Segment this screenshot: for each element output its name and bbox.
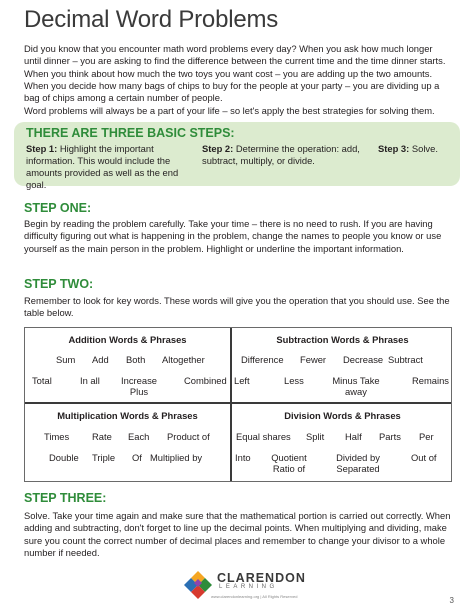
- table-word: Add: [92, 354, 109, 365]
- step-3-label: Step 3:: [378, 143, 410, 154]
- table-word: Multiplied by: [150, 452, 203, 463]
- table-word: Increase Plus: [121, 375, 157, 397]
- intro-paragraph: Did you know that you encounter math word problems every day? When you ask how much longer until dinner – you are asking to find the difference between the current time and the time dinner starts. When you think about how much the two toys you want cost – you are adding up the two amounts. When you decide how many bags of chips to buy for the people at your party – you are dividing up a bag of chips among a certain number of people.: [24, 43, 446, 104]
- step-3-text: Solve.: [409, 143, 438, 154]
- addition-title: Addition Words & Phrases: [68, 334, 187, 345]
- logo-subtitle: LEARNING: [219, 584, 278, 590]
- step-3: [378, 143, 458, 155]
- table-word: Both: [126, 354, 146, 365]
- table-word: Split: [306, 431, 325, 442]
- division-title: Division Words & Phrases: [284, 410, 401, 421]
- table-word: Decrease: [343, 354, 384, 365]
- step-1-label: Step 1:: [26, 143, 58, 154]
- table-word: Times: [44, 431, 70, 442]
- basic-steps-box: [14, 122, 460, 190]
- table-word: Equal shares: [236, 431, 291, 442]
- table-word: Half: [345, 431, 362, 442]
- multiplication-title: Multiplication Words & Phrases: [57, 410, 198, 421]
- table-word: Combined: [184, 375, 227, 386]
- clarendon-logo: [181, 568, 341, 604]
- subtraction-title: Subtraction Words & Phrases: [276, 334, 409, 345]
- table-word: Minus Take away: [332, 375, 380, 397]
- step-one-heading: STEP ONE:: [24, 201, 92, 215]
- step-two-heading: STEP TWO:: [24, 277, 94, 291]
- logo-url: www.clarendonlearning.org | All Rights Reserved: [211, 594, 298, 599]
- table-word: Triple: [92, 452, 116, 463]
- table-divider-horizontal: [25, 402, 451, 404]
- table-word: Remains: [412, 375, 449, 386]
- table-word: Fewer: [300, 354, 327, 365]
- table-word: Total: [32, 375, 52, 386]
- step-2-text: Determine the operation: add, subtract, multiply, or divide.: [202, 143, 360, 166]
- step-2: [202, 143, 372, 167]
- logo-mark-icon: [183, 570, 213, 602]
- table-word: In all: [80, 375, 100, 386]
- table-word: Rate: [92, 431, 112, 442]
- step-three-heading: STEP THREE:: [24, 491, 107, 505]
- key-words-table: [24, 327, 452, 482]
- table-word: Each: [128, 431, 150, 442]
- basic-steps-heading: THERE ARE THREE BASIC STEPS:: [26, 126, 235, 140]
- table-word: Altogether: [162, 354, 205, 365]
- step-1: [26, 143, 196, 191]
- table-word: Per: [419, 431, 434, 442]
- table-divider-vertical: [230, 328, 232, 481]
- table-word: Quotient Ratio of: [271, 452, 307, 474]
- step-1-text: Highlight the important information. This would include the amounts provided as well as the end goal.: [26, 143, 179, 190]
- table-word: Left: [234, 375, 250, 386]
- step-2-label: Step 2:: [202, 143, 234, 154]
- step-one-text: Begin by reading the problem carefully. Take your time – there is no need to rush. If you are having difficulty figuring out what is happening in the problem, change the names to people you know or use yourself as the main person in the problem. Highlight or underline the important information.: [24, 218, 442, 254]
- step-two-text: Remember to look for key words. These words will give you the operation that you should use. See the table below.: [24, 295, 450, 319]
- table-word: Double: [49, 452, 79, 463]
- intro-paragraph-2: Word problems will always be a part of your life – so let's apply the best strategies for solving them.: [24, 105, 435, 116]
- table-word: Parts: [379, 431, 401, 442]
- page-title: Decimal Word Problems: [24, 6, 279, 33]
- table-word: Product of: [167, 431, 210, 442]
- table-word: Out of: [411, 452, 437, 463]
- step-three-text: Solve. Take your time again and make sure that the mathematical portion is carried out correctly. When adding and subtracting, don't forget to line up the decimal points. When multiplying and dividing, make sure you count the correct number of decimal places and remember to change your divisor to a whole number if needed.: [24, 510, 451, 558]
- page-number: 3: [449, 596, 454, 605]
- logo-name: CLARENDON: [217, 571, 306, 585]
- table-word: Subtract: [388, 354, 423, 365]
- table-word: Of: [132, 452, 142, 463]
- table-word: Into: [235, 452, 251, 463]
- table-word: Divided by Separated: [336, 452, 380, 474]
- table-word: Sum: [56, 354, 76, 365]
- table-word: Difference: [241, 354, 284, 365]
- table-word: Less: [284, 375, 304, 386]
